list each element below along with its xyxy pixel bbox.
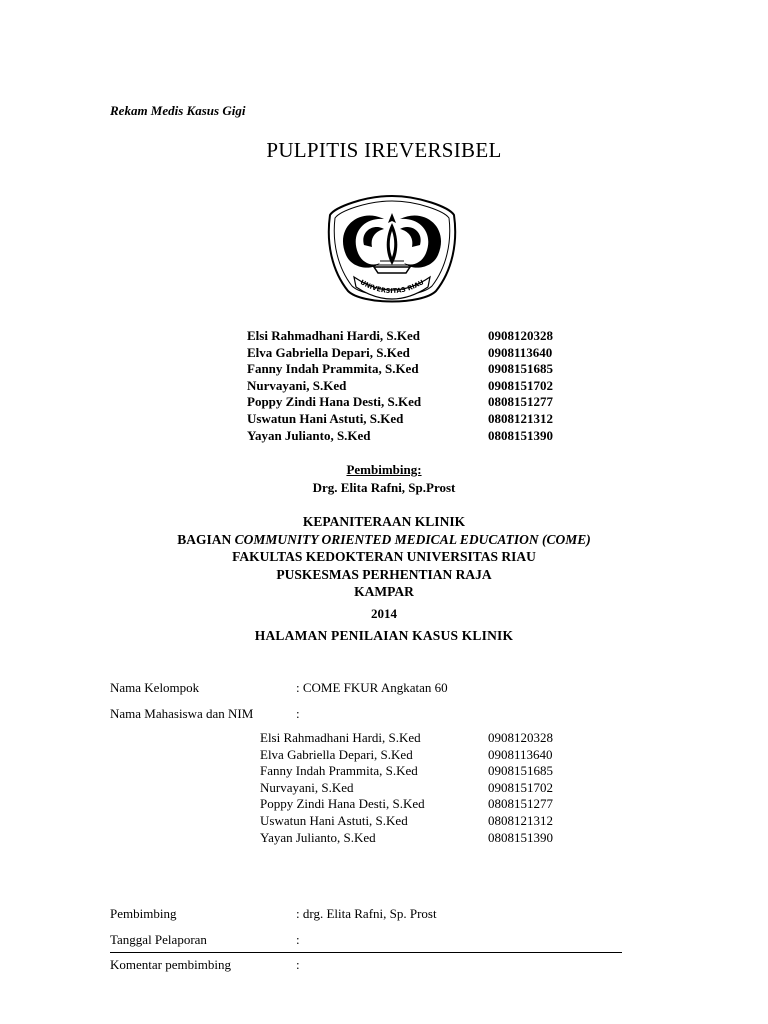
institution-line-3: FAKULTAS KEDOKTERAN UNIVERSITAS RIAU [232,549,536,565]
author-row-name: Fanny Indah Prammita, S.Ked [247,361,419,377]
svg-text:UNIVERSITAS RIAU: UNIVERSITAS RIAU [358,278,426,296]
institution-line-4: PUSKESMAS PERHENTIAN RAJA [276,566,492,582]
member-row [260,780,553,797]
university-logo-icon [324,193,460,311]
divider-line [110,952,622,953]
author-row [247,411,553,428]
institution-line-2-italic: COMMUNITY ORIENTED MEDICAL EDUCATION (COME) [234,531,591,547]
member-row [260,830,553,847]
tanggal-label: Tanggal Pelaporan [110,932,207,947]
institution-line-5: KAMPAR [354,584,414,600]
tanggal-value: : [296,932,300,947]
member-row [260,813,553,830]
member-row-nim: 0908151702 [488,779,553,795]
kelompok-label: Nama Kelompok [110,680,200,695]
member-row [260,796,553,813]
mahasiswa-value: : [296,706,300,721]
author-row-name: Yayan Julianto, S.Ked [247,427,371,443]
author-row [247,328,553,345]
komentar-label: Komentar pembimbing [110,957,231,972]
author-row [247,428,553,445]
pembimbing-heading: Pembimbing: [346,462,422,477]
institution-block [0,513,768,601]
document-subtitle: Rekam Medis Kasus Gigi [110,103,246,118]
author-row-name: Elva Gabriella Depari, S.Ked [247,344,410,360]
member-row [260,730,553,747]
member-row-name: Uswatun Hani Astuti, S.Ked [260,812,408,828]
member-row-name: Elsi Rahmadhani Hardi, S.Ked [260,730,421,745]
author-row [247,345,553,362]
author-row-nim: 0908151702 [488,377,553,393]
member-row-name: Nurvayani, S.Ked [260,779,354,795]
author-row-name: Nurvayani, S.Ked [247,377,347,393]
member-row [260,763,553,780]
author-row [247,378,553,395]
institution-line-1: KEPANITERAAN KLINIK [302,514,466,529]
kelompok-value: : COME FKUR Angkatan 60 [296,680,448,695]
form-pembimbing-label: Pembimbing [110,906,177,921]
komentar-value: : [296,957,300,972]
member-row-nim: 0908151685 [488,763,553,779]
member-row-nim: 0908113640 [488,746,553,762]
author-row-nim: 0808151390 [488,427,553,443]
member-row-nim: 0908120328 [488,730,553,745]
member-row-name: Fanny Indah Prammita, S.Ked [260,763,418,779]
author-row-nim: 0808121312 [488,410,553,426]
author-row-name: Elsi Rahmadhani Hardi, S.Ked [247,328,421,343]
member-row-name: Poppy Zindi Hana Desti, S.Ked [260,796,425,812]
author-row-nim: 0908113640 [488,344,553,360]
author-row-nim: 0908151685 [488,361,553,377]
author-row-nim: 0808151277 [488,394,553,410]
pembimbing-name: Drg. Elita Rafni, Sp.Prost [312,480,456,495]
institution-line-2 [0,531,768,549]
form-pembimbing-value: : drg. Elita Rafni, Sp. Prost [296,906,437,921]
members-list [260,730,553,846]
member-row-nim: 0808151390 [488,829,553,845]
author-row [247,394,553,411]
author-row [247,361,553,378]
institution-line-2-prefix: BAGIAN [177,531,235,547]
authors-list [247,328,553,444]
mahasiswa-label: Nama Mahasiswa dan NIM [110,706,254,721]
member-row-name: Elva Gabriella Depari, S.Ked [260,746,413,762]
member-row-nim: 0808121312 [488,812,553,828]
author-row-name: Uswatun Hani Astuti, S.Ked [247,410,404,426]
member-row-nim: 0808151277 [488,796,553,812]
author-row-nim: 0908120328 [488,328,553,343]
document-year: 2014 [371,606,397,621]
member-row-name: Yayan Julianto, S.Ked [260,829,376,845]
author-row-name: Poppy Zindi Hana Desti, S.Ked [247,394,422,410]
member-row [260,747,553,764]
assessment-title: HALAMAN PENILAIAN KASUS KLINIK [254,628,514,643]
document-title: PULPITIS IREVERSIBEL [266,138,502,162]
